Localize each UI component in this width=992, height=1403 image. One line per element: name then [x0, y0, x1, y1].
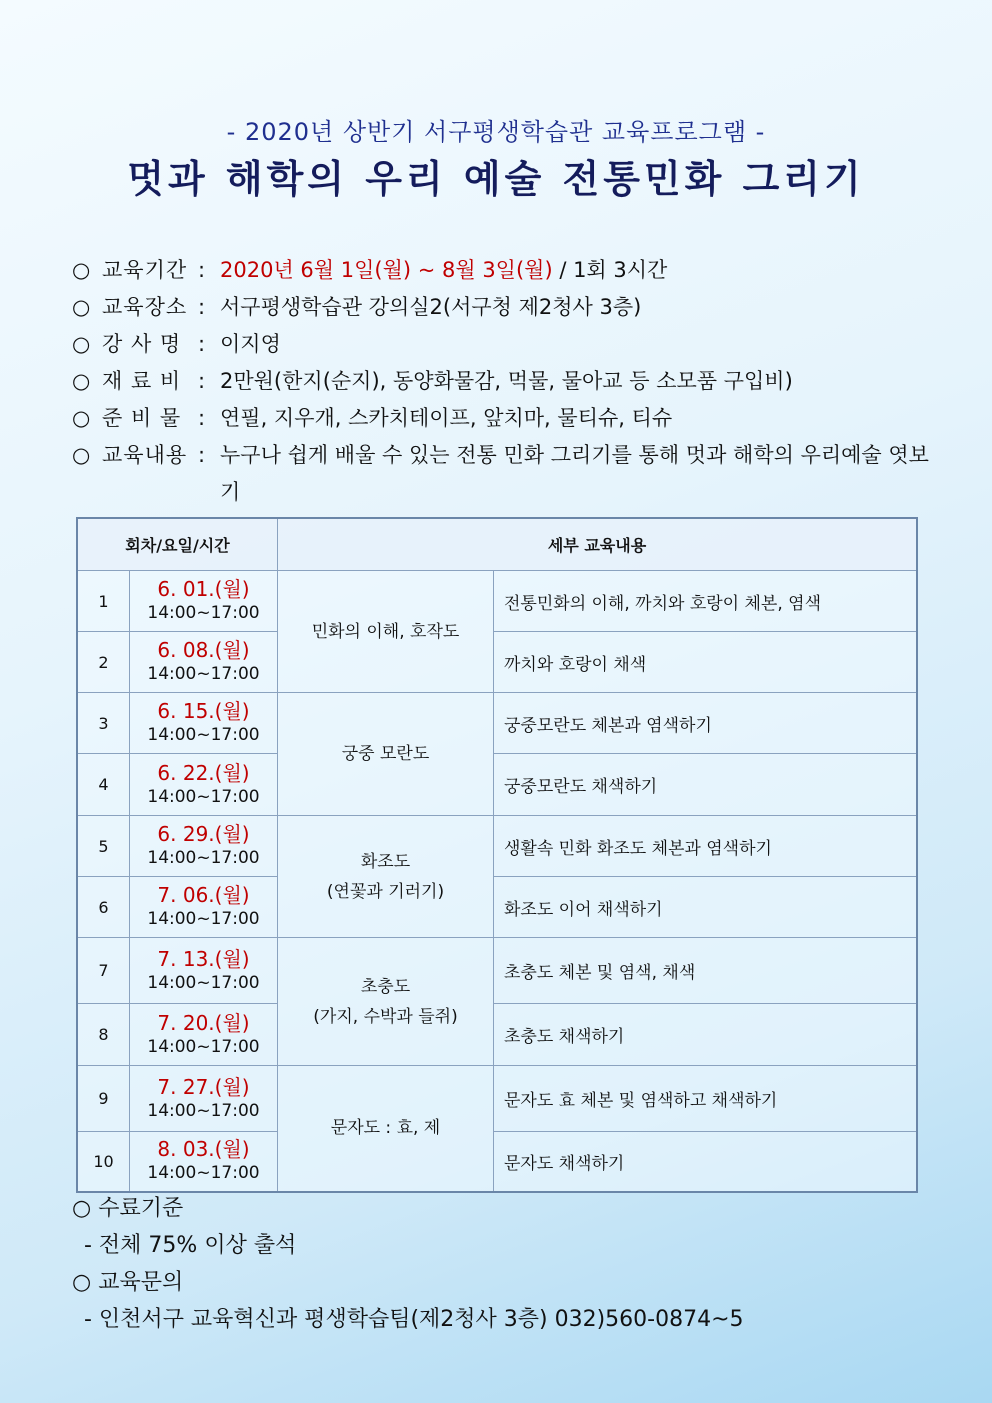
- info-colon: :: [198, 369, 206, 393]
- table-row: [77, 938, 917, 1004]
- session-number: 4: [77, 754, 130, 816]
- session-number: 8: [77, 1004, 130, 1066]
- session-number: 1: [77, 571, 130, 632]
- period-dates: 2020년 6월 1일(월) ~ 8월 3일(월): [220, 258, 553, 282]
- header-detail: 세부 교육내용: [278, 518, 918, 571]
- bullet-icon: ○: [72, 258, 91, 282]
- header-session: 회차/요일/시간: [77, 518, 278, 571]
- topic-text: 궁중 모란도: [341, 744, 430, 764]
- session-detail: 화조도 이어 채색하기: [494, 877, 918, 938]
- bullet-icon: ○: [72, 443, 91, 467]
- info-colon: :: [198, 295, 206, 319]
- bullet-icon: ○: [72, 406, 91, 430]
- time-text: 14:00~17:00: [147, 786, 260, 807]
- topic-text: 민화의 이해, 호작도: [311, 621, 460, 642]
- program-title: 멋과 해학의 우리 예술 전통민화 그리기: [127, 157, 865, 201]
- date-text: 6. 22.(월): [157, 760, 250, 785]
- session-detail: 까치와 호랑이 채색: [494, 632, 918, 693]
- session-topic: [278, 938, 494, 1066]
- time-text: 14:00~17:00: [147, 909, 260, 929]
- info-label: 교육장소: [102, 295, 188, 319]
- info-colon: :: [198, 406, 206, 430]
- session-date: [130, 1066, 278, 1132]
- date-text: 7. 27.(월): [157, 1074, 250, 1099]
- time-text: 14:00~17:00: [147, 972, 260, 993]
- info-value: 누구나 쉽게 배울 수 있는 전통 민화 그리기를 통해 멋과 해학의 우리예술 엿보기: [220, 443, 929, 504]
- time-text: 14:00~17:00: [147, 1100, 260, 1121]
- session-detail: 초충도 채색하기: [494, 1004, 918, 1066]
- session-detail: 문자도 효 체본 및 염색하고 채색하기: [494, 1066, 918, 1132]
- session-topic: [278, 816, 494, 938]
- info-value: 2만원(한지(순지), 동양화물감, 먹물, 물아교 등 소모품 구입비): [220, 369, 793, 393]
- session-date: [130, 754, 278, 816]
- table-row: [77, 1004, 917, 1066]
- session-number: 5: [77, 816, 130, 877]
- info-value: 연필, 지우개, 스카치테이프, 앞치마, 물티슈, 티슈: [220, 406, 673, 430]
- info-colon: :: [198, 258, 206, 282]
- session-topic: [278, 1066, 494, 1192]
- date-text: 6. 15.(월): [157, 699, 250, 723]
- info-label: 강 사 명: [102, 332, 182, 356]
- session-date: [130, 571, 278, 632]
- topic-text: 문자도 : 효, 제: [330, 1118, 441, 1139]
- session-detail: 궁중모란도 체본과 염색하기: [494, 693, 918, 754]
- date-text: 6. 08.(월): [157, 638, 250, 662]
- table-row: [77, 1066, 917, 1132]
- bullet-icon: ○: [72, 295, 91, 319]
- session-date: [130, 938, 278, 1004]
- session-detail: 문자도 채색하기: [494, 1132, 918, 1192]
- schedule-table: [76, 517, 918, 1193]
- date-text: 6. 29.(월): [157, 822, 250, 846]
- topic-subtext: (가지, 수박과 들쥐): [313, 1006, 458, 1027]
- time-text: 14:00~17:00: [147, 664, 260, 684]
- info-label: 교육기간: [102, 258, 188, 282]
- session-number: 2: [77, 632, 130, 693]
- time-text: 14:00~17:00: [147, 848, 260, 868]
- date-text: 6. 01.(월): [157, 577, 250, 601]
- date-text: 7. 06.(월): [157, 883, 250, 907]
- time-text: 14:00~17:00: [147, 603, 260, 623]
- date-text: 7. 13.(월): [157, 946, 250, 971]
- program-subtitle: - 2020년 상반기 서구평생학습관 교육프로그램 -: [226, 118, 766, 146]
- completion-label: ○ 수료기준: [72, 1196, 184, 1221]
- time-text: 14:00~17:00: [147, 1163, 260, 1184]
- session-date: [130, 693, 278, 754]
- info-colon: :: [198, 443, 206, 467]
- table-header-row: [77, 518, 917, 571]
- info-label: 재 료 비: [102, 369, 182, 393]
- date-text: 8. 03.(월): [157, 1137, 250, 1162]
- table-row: [77, 1132, 917, 1192]
- info-period: [72, 252, 932, 289]
- table-row: [77, 816, 917, 877]
- session-number: 6: [77, 877, 130, 938]
- info-instructor: [72, 326, 932, 363]
- session-detail: 초충도 체본 및 염색, 채색: [494, 938, 918, 1004]
- time-text: 14:00~17:00: [147, 1036, 260, 1057]
- session-date: [130, 1004, 278, 1066]
- topic-text: 초충도: [360, 976, 411, 997]
- session-date: [130, 877, 278, 938]
- session-number: 7: [77, 938, 130, 1004]
- session-topic: [278, 571, 494, 693]
- info-content: [72, 437, 932, 511]
- info-label: 교육내용: [102, 443, 188, 467]
- info-value: 서구평생학습관 강의실2(서구청 제2청사 3층): [220, 295, 642, 319]
- table-row: [77, 754, 917, 816]
- time-text: 14:00~17:00: [147, 725, 260, 745]
- session-detail: 전통민화의 이해, 까치와 호랑이 체본, 염색: [494, 571, 918, 632]
- session-date: [130, 1132, 278, 1192]
- info-value: [220, 252, 932, 289]
- table-row: [77, 693, 917, 754]
- period-extra: / 1회 3시간: [552, 258, 668, 282]
- inquiry-label: ○ 교육문의: [72, 1270, 184, 1295]
- info-value: 이지영: [220, 332, 281, 356]
- inquiry-value: - 인천서구 교육혁신과 평생학습팀(제2청사 3층) 032)560-0874~5: [84, 1307, 744, 1332]
- completion-value: - 전체 75% 이상 출석: [84, 1233, 297, 1258]
- info-place: [72, 289, 932, 326]
- session-detail: 궁중모란도 채색하기: [494, 754, 918, 816]
- table-row: [77, 632, 917, 693]
- table-row: [77, 571, 917, 632]
- bullet-icon: ○: [72, 332, 91, 356]
- session-detail: 생활속 민화 화조도 체본과 염색하기: [494, 816, 918, 877]
- session-date: [130, 816, 278, 877]
- info-section: [72, 252, 932, 511]
- info-material-fee: [72, 363, 932, 400]
- info-supplies: [72, 400, 932, 437]
- table-row: [77, 877, 917, 938]
- session-number: 3: [77, 693, 130, 754]
- info-label: 준 비 물: [102, 406, 182, 430]
- footer-section: [72, 1190, 744, 1338]
- date-text: 7. 20.(월): [157, 1010, 250, 1035]
- session-date: [130, 632, 278, 693]
- session-topic: [278, 693, 494, 816]
- topic-subtext: (연꽃과 기러기): [326, 881, 445, 902]
- info-colon: :: [198, 332, 206, 356]
- topic-text: 화조도: [360, 851, 411, 872]
- session-number: 10: [77, 1132, 130, 1192]
- bullet-icon: ○: [72, 369, 91, 393]
- session-number: 9: [77, 1066, 130, 1132]
